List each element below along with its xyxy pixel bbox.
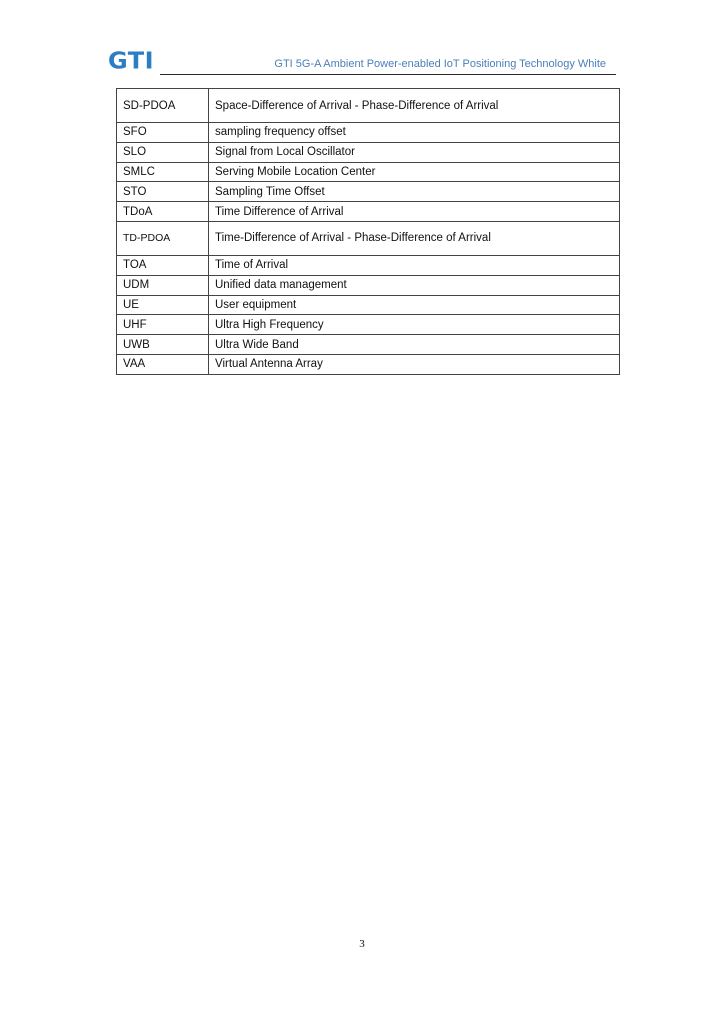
table-row (117, 255, 620, 275)
table-row (117, 221, 620, 255)
abbreviation-cell: SMLC (117, 162, 209, 182)
definition-cell: Time-Difference of Arrival - Phase-Difference of Arrival (209, 221, 620, 255)
abbreviation-cell: UE (117, 295, 209, 315)
abbreviation-cell: STO (117, 182, 209, 202)
table-row (117, 315, 620, 335)
table-row (117, 89, 620, 123)
table-row (117, 162, 620, 182)
abbreviations-table (116, 88, 620, 375)
definition-cell: Time of Arrival (209, 255, 620, 275)
table-row (117, 123, 620, 143)
header-divider (160, 74, 616, 75)
definition-cell: User equipment (209, 295, 620, 315)
abbreviation-cell: UWB (117, 335, 209, 355)
definition-cell: Time Difference of Arrival (209, 202, 620, 222)
table-row (117, 354, 620, 374)
abbreviation-cell: SFO (117, 123, 209, 143)
abbreviation-cell: TOA (117, 255, 209, 275)
definition-cell: Signal from Local Oscillator (209, 142, 620, 162)
definition-cell: Serving Mobile Location Center (209, 162, 620, 182)
abbreviation-cell: UHF (117, 315, 209, 335)
abbreviation-cell: UDM (117, 275, 209, 295)
gti-logo: GTI (108, 47, 155, 75)
table-row (117, 182, 620, 202)
table-row (117, 275, 620, 295)
definition-cell: Unified data management (209, 275, 620, 295)
abbreviation-cell: SD-PDOA (117, 89, 209, 123)
table-row (117, 295, 620, 315)
definition-cell: Space-Difference of Arrival - Phase-Difference of Arrival (209, 89, 620, 123)
definition-cell: Ultra High Frequency (209, 315, 620, 335)
abbreviation-cell: TDoA (117, 202, 209, 222)
definition-cell: sampling frequency offset (209, 123, 620, 143)
table-row (117, 142, 620, 162)
definition-cell: Ultra Wide Band (209, 335, 620, 355)
page-number: 3 (359, 938, 365, 950)
abbreviation-cell: SLO (117, 142, 209, 162)
definition-cell: Sampling Time Offset (209, 182, 620, 202)
definition-cell: Virtual Antenna Array (209, 354, 620, 374)
abbreviation-cell: VAA (117, 354, 209, 374)
table-row (117, 335, 620, 355)
table-row (117, 202, 620, 222)
abbreviation-cell: TD-PDOA (117, 221, 209, 255)
page-header (108, 47, 616, 75)
header-title: GTI 5G-A Ambient Power-enabled IoT Positioning Technology White (274, 58, 606, 70)
